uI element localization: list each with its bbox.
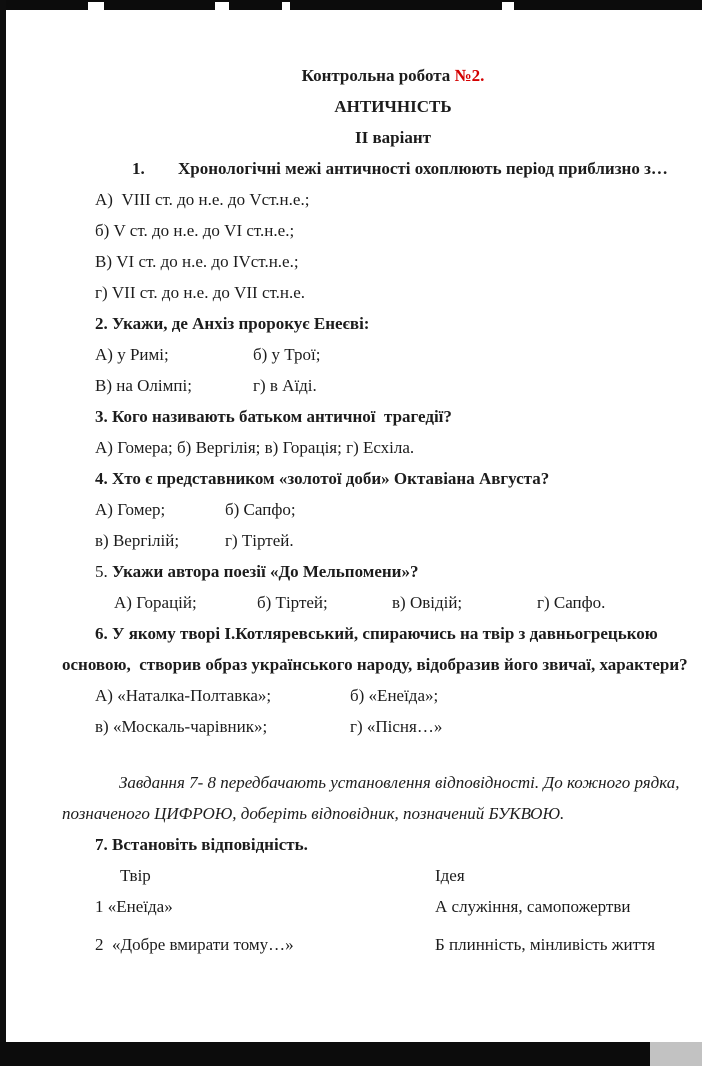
document-content — [62, 60, 688, 960]
question-4-title: 4. Хто є представником «золотої доби» Октавіана Августа? — [95, 469, 550, 488]
question-5-option-g: г) Сапфо. — [537, 593, 606, 612]
question-4-options-row-2 — [95, 525, 688, 556]
matching-row-2-left: 2 «Добре вмирати тому…» — [95, 935, 294, 954]
scan-artifact-left — [0, 0, 6, 1066]
question-4-option-g: г) Тіртей. — [225, 531, 294, 550]
scan-artifact-top — [0, 0, 702, 10]
question-5-text: Укажи автора поезії «До Мельпомени»? — [112, 562, 419, 581]
question-1-text: Хронологічні межі античності охоплюють період приблизно з… — [178, 159, 668, 178]
question-2-option-v: В) на Олімпі; — [95, 376, 192, 395]
question-6-options-row-2 — [95, 711, 688, 742]
question-1-option-v: В) VI ст. до н.е. до IVст.н.е.; — [95, 252, 299, 271]
question-4-option-v: в) Вергілій; — [95, 531, 180, 550]
question-5-option-a: А) Горацій; — [114, 593, 197, 612]
question-1-option-a: А) VIII ст. до н.е. до Vст.н.е.; — [95, 190, 310, 209]
question-2-options-row-1 — [95, 339, 688, 370]
question-1-number: 1. — [132, 159, 145, 178]
question-6-option-b: б) «Енеїда»; — [350, 686, 439, 705]
question-2-title: 2. Укажи, де Анхіз пророкує Енеєві: — [95, 314, 370, 333]
question-5-option-v: в) Овідій; — [392, 593, 463, 612]
exam-title — [62, 60, 688, 91]
matching-row-2 — [95, 929, 688, 960]
scan-tear-mark — [88, 2, 104, 10]
question-5-number: 5. — [95, 562, 112, 581]
question-2-option-b: б) у Трої; — [253, 345, 321, 364]
question-1-title — [132, 153, 688, 184]
matching-row-1-left: 1 «Енеїда» — [95, 897, 173, 916]
scan-tear-mark — [215, 2, 229, 10]
question-2-options-row-2 — [95, 370, 688, 401]
matching-column-left-header: Твір — [120, 866, 151, 885]
question-2-option-g: г) в Аїді. — [253, 376, 317, 395]
matching-instructions: Завдання 7- 8 передбачають установлення відповідності. До кожного рядка, позначеного ЦИФРОЮ, доберіть відповідник, позначений БУКВОЮ. — [62, 773, 684, 823]
exam-subtitle: АНТИЧНІСТЬ — [334, 97, 452, 116]
question-6-title: 6. У якому творі І.Котляревський, спираючись на твір з давньогрецькою основою, створив образ українського народу, відобразив його звичаї, характери? — [62, 624, 688, 674]
question-5-title — [95, 556, 688, 587]
question-5-options — [114, 587, 688, 618]
question-2-option-a: А) у Римі; — [95, 345, 169, 364]
scan-tear-mark — [282, 2, 290, 10]
scan-artifact-bottom-right — [650, 1042, 702, 1066]
question-4-options-row-1 — [95, 494, 688, 525]
matching-column-right-header: Ідея — [435, 866, 465, 885]
exam-title-number: №2. — [454, 66, 485, 85]
question-4-option-a: А) Гомер; — [95, 500, 166, 519]
question-4-option-b: б) Сапфо; — [225, 500, 296, 519]
matching-table-header — [95, 860, 688, 891]
variant-label: ІІ варіант — [355, 128, 431, 147]
matching-row-1 — [95, 891, 688, 922]
matching-row-2-right: Б плинність, мінливість життя — [435, 935, 656, 954]
question-6-option-v: в) «Москаль-чарівник»; — [95, 717, 268, 736]
scan-artifact-bottom — [0, 1042, 650, 1066]
exam-title-text: Контрольна робота — [301, 66, 455, 85]
question-7-title: 7. Встановіть відповідність. — [95, 835, 308, 854]
scan-tear-mark — [502, 2, 514, 10]
question-6-option-g: г) «Пісня…» — [350, 717, 443, 736]
question-1-option-b: б) V ст. до н.е. до VI ст.н.е.; — [95, 221, 295, 240]
question-6-options-row-1 — [95, 680, 688, 711]
question-3-title: 3. Кого називають батьком античної трагедії? — [95, 407, 452, 426]
question-6-option-a: А) «Наталка-Полтавка»; — [95, 686, 272, 705]
question-5-option-b: б) Тіртей; — [257, 593, 328, 612]
question-1-option-g: г) VII ст. до н.е. до VII ст.н.е. — [95, 283, 306, 302]
question-3-options: А) Гомера; б) Вергілія; в) Горація; г) Есхіла. — [95, 438, 415, 457]
matching-row-1-right: А служіння, самопожертви — [435, 897, 631, 916]
